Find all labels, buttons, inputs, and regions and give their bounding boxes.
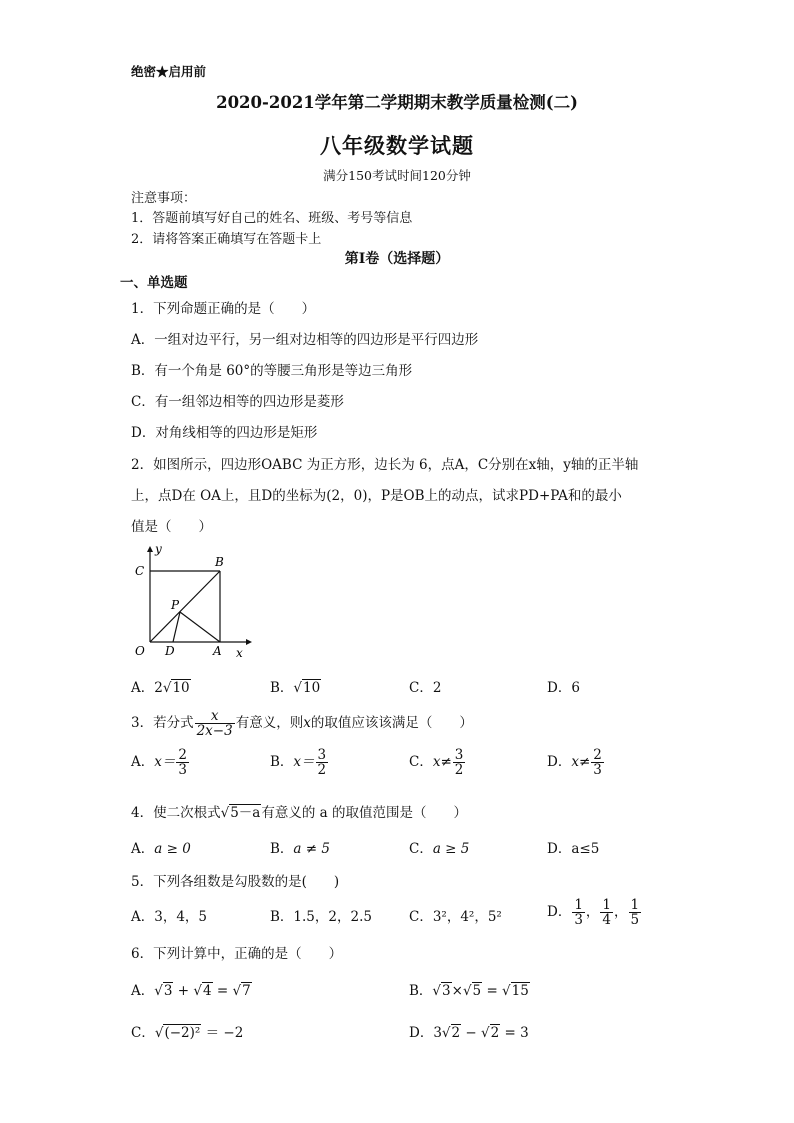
section-title: 第I卷（选择题） — [344, 251, 450, 267]
q4-option-d: D．a≤5 — [547, 841, 600, 857]
y-axis-arrow — [147, 546, 153, 552]
q3-option-d: D．x≠ $\frac{2}{3}$ — [547, 747, 602, 779]
label-o: O — [135, 644, 145, 658]
note-item-2: 2．请将答案正确填写在答题卡上 — [131, 232, 322, 247]
subject-title: 八年级数学试题 — [320, 133, 474, 158]
notes-title: 注意事项： — [131, 191, 197, 206]
label-y: y — [155, 542, 162, 556]
segment-pd — [173, 612, 180, 642]
q4-option-b: B．a ≠ 5 — [270, 841, 330, 857]
q6-option-b: B．√3×√5 = √15 — [409, 983, 529, 999]
q2-line-3: 值是（ ） — [131, 519, 212, 535]
q1-option-b: B．有一个角是 60°的等腰三角形是等边三角形 — [131, 363, 413, 379]
label-a: A — [213, 644, 222, 658]
label-p: P — [171, 598, 180, 612]
q3-stem: 3．若分式 $\frac{x}{2x-3}$ 有意义，则x的取值应该该满足（ ） — [131, 708, 473, 740]
q3-fraction: $\frac{x}{2x-3}$ — [196, 708, 233, 740]
q5-option-b: B．1.5，2，2.5 — [270, 909, 372, 925]
q2-option-d: D．6 — [547, 680, 580, 696]
diagonal-ob — [150, 571, 220, 642]
label-d: D — [165, 644, 175, 658]
q5-stem: 5．下列各组数是勾股数的是( ) — [131, 874, 340, 890]
q4-option-c: C．a ≥ 5 — [409, 841, 470, 857]
q4-option-a: A．a ≥ 0 — [131, 841, 191, 857]
q2-line-2: 上，点D在 OA上，且D的坐标为(2，0)，P是OB上的动点，试求PD+PA和的最小 — [131, 488, 622, 504]
q6-stem: 6．下列计算中，正确的是（ ） — [131, 946, 343, 962]
q3-option-b: B．x＝ $\frac{3}{2}$ — [270, 747, 327, 779]
exam-title: 2020-2021学年第二学期期末教学质量检测(二) — [216, 93, 578, 112]
label-x: x — [236, 646, 243, 660]
note-item-1: 1．答题前填写好自己的姓名、班级、考号等信息 — [131, 211, 413, 226]
label-b: B — [215, 555, 224, 569]
q4-stem: 4．使二次根式√5－a有意义的 a 的取值范围是（ ） — [131, 805, 467, 821]
q3-option-a: A．x＝ $\frac{2}{3}$ — [131, 747, 187, 779]
q2-option-b: B．√10 — [270, 680, 321, 696]
segment-pa — [180, 612, 220, 642]
q2-line-1: 2．如图所示，四边形OABC 为正方形，边长为 6，点A，C分别在x轴，y轴的正半轴 — [131, 457, 639, 473]
part-title: 一、单选题 — [120, 275, 188, 291]
q2-option-a: A．2√10 — [131, 680, 190, 696]
secret-label: 绝密★启用前 — [131, 64, 207, 79]
q4-radicand: 5－a — [230, 805, 261, 821]
score-time-line: 满分150考试时间120分钟 — [323, 168, 471, 183]
q6-option-a: A．√3 + √4 = √7 — [131, 983, 251, 999]
q3-option-c: C．x≠ $\frac{3}{2}$ — [409, 747, 464, 779]
q1-option-c: C．有一组邻边相等的四边形是菱形 — [131, 394, 344, 410]
q5-option-d: D． $\frac{1}{3}$ ， $\frac{1}{4}$ ， $\frac{1}{5}$ — [547, 897, 640, 929]
q2-option-c: C．2 — [409, 680, 442, 696]
q6-option-c: C．√(−2)² ＝ −2 — [131, 1025, 244, 1041]
q2-figure — [128, 542, 258, 660]
q1-option-a: A．一组对边平行，另一组对边相等的四边形是平行四边形 — [131, 332, 479, 348]
q2-option-b-radicand: 10 — [303, 680, 321, 696]
q5-option-c: C．3²，4²，5² — [409, 909, 502, 925]
q1-stem: 1．下列命题正确的是（ ） — [131, 301, 316, 317]
x-axis-arrow — [246, 639, 252, 645]
q2-option-a-radicand: 10 — [172, 680, 190, 696]
q1-option-d: D．对角线相等的四边形是矩形 — [131, 425, 318, 441]
label-c: C — [135, 564, 145, 578]
q5-option-a: A．3，4，5 — [131, 909, 208, 925]
q6-option-d: D．3√2 − √2 = 3 — [409, 1025, 529, 1041]
